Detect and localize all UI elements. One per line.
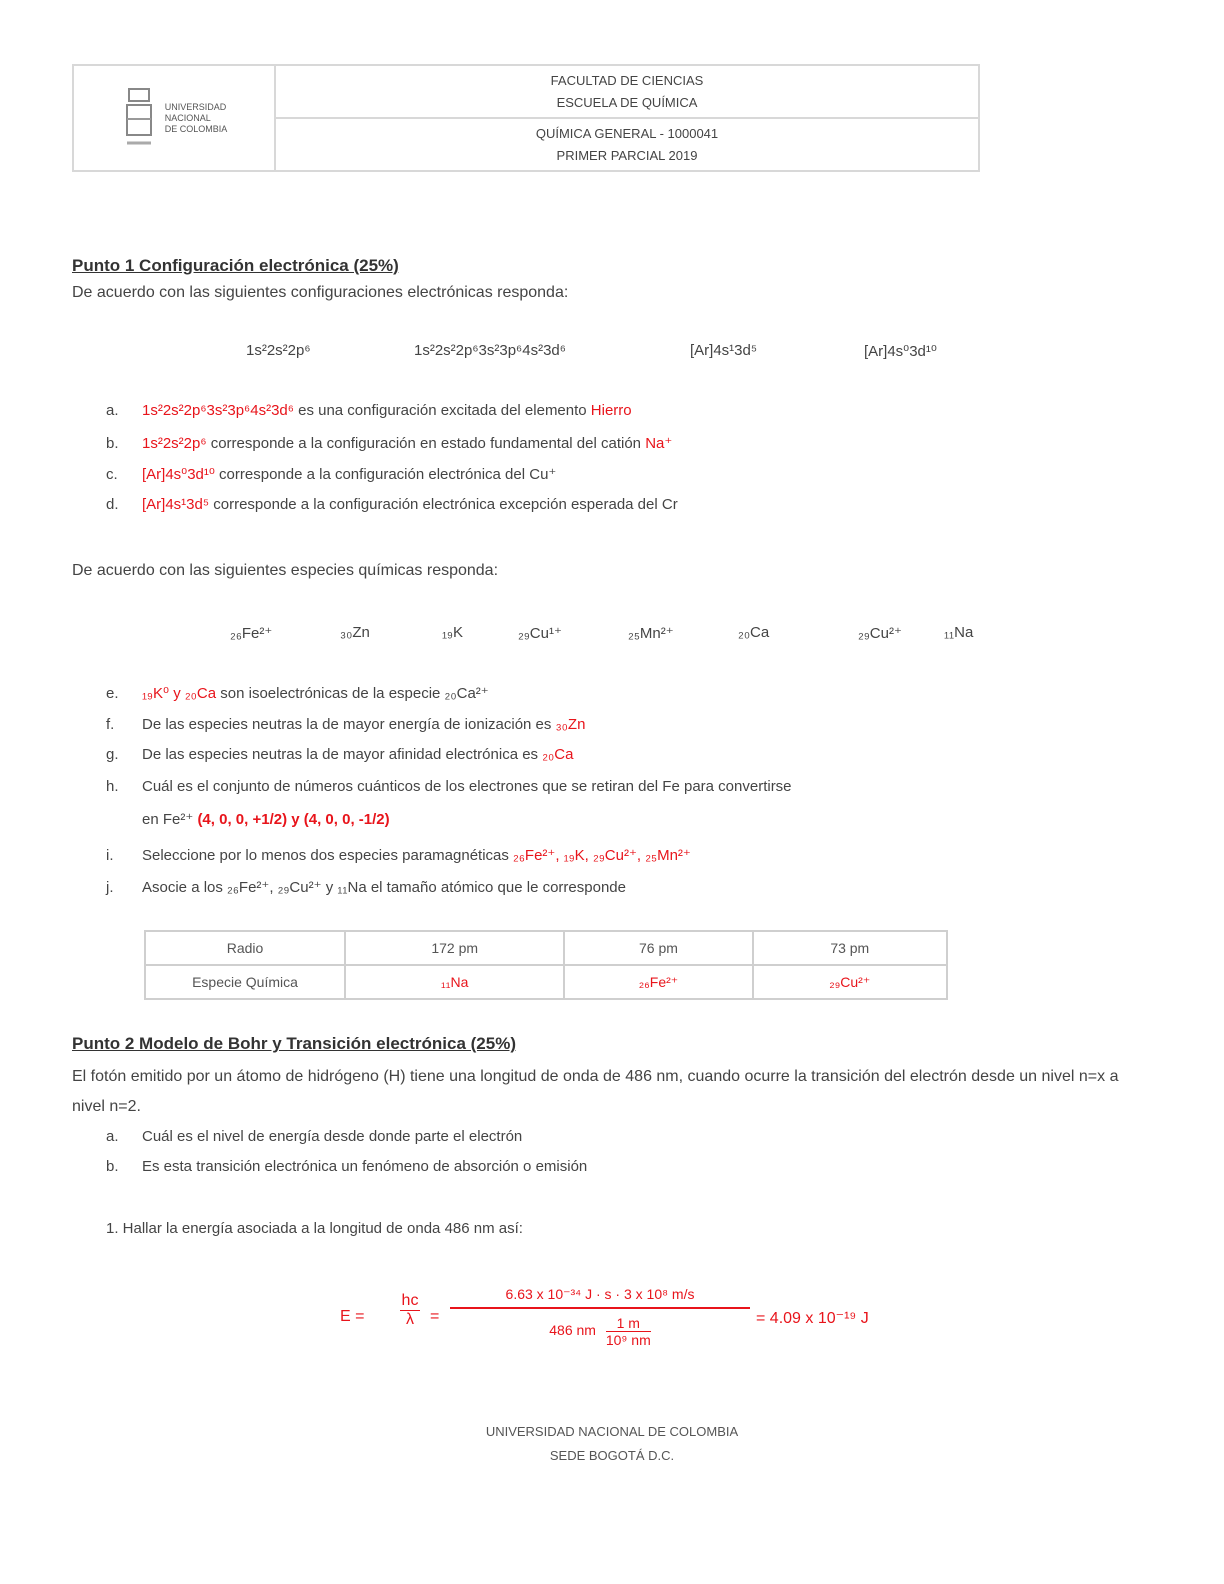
formula-denominator: 486 nm bbox=[549, 1322, 596, 1339]
footer-line: SEDE BOGOTÁ D.C. bbox=[549, 1448, 675, 1463]
faculty-name: FACULTAD DE CIENCIAS bbox=[550, 72, 704, 88]
item-text: en Fe²⁺ bbox=[142, 811, 198, 828]
list-item bbox=[106, 778, 792, 795]
formula-conversion-num: 1 m bbox=[606, 1315, 651, 1332]
item-label: d. bbox=[106, 496, 119, 513]
item-label: c. bbox=[106, 466, 118, 483]
formula-conversion-den: 10⁹ nm bbox=[605, 1332, 651, 1348]
list-item bbox=[106, 878, 626, 896]
university-logo bbox=[74, 66, 276, 170]
table-cell: 73 pm bbox=[753, 931, 947, 965]
answer-text: ₂₀Ca bbox=[542, 746, 574, 763]
config-2: 1s²2s²2p⁶3s²3p⁶4s²3d⁶ bbox=[414, 342, 566, 359]
species-8: ₁₁Na bbox=[944, 624, 974, 641]
item-label: f. bbox=[106, 716, 115, 733]
item-text: corresponde a la configuración electrónica del Cu⁺ bbox=[214, 466, 557, 483]
section-intro: De acuerdo con las siguientes especies químicas responda: bbox=[72, 562, 499, 579]
species-1: ₂₆Fe²⁺ bbox=[230, 625, 273, 642]
answer-text: ₃₀Zn bbox=[555, 716, 586, 733]
species-5: ₂₅Mn²⁺ bbox=[628, 625, 674, 642]
footer-line: UNIVERSIDAD NACIONAL DE COLOMBIA bbox=[485, 1424, 739, 1439]
list-item bbox=[106, 1158, 587, 1175]
section-title: Punto 1 Configuración electrónica (25%) bbox=[72, 256, 399, 275]
formula-numerator: 6.63 x 10⁻³⁴ J · s · 3 x 10⁸ m/s bbox=[450, 1282, 750, 1309]
list-item-continuation bbox=[106, 810, 390, 828]
item-text: es una configuración excitada del elemento bbox=[293, 402, 591, 419]
species-3: ₁₉K bbox=[442, 624, 464, 641]
table-cell: ₂₆Fe²⁺ bbox=[564, 965, 752, 999]
formula-hc: hc bbox=[401, 1292, 419, 1309]
config-3: [Ar]4s¹3d⁵ bbox=[690, 342, 758, 359]
answer-text: [Ar]4s¹3d⁵ bbox=[142, 496, 210, 513]
radius-table bbox=[144, 930, 948, 1000]
answer-text: Hierro bbox=[590, 402, 632, 419]
answer-text: ₁₉K⁰ y ₂₀Ca bbox=[142, 685, 217, 702]
section-intro: El fotón emitido por un átomo de hidrógeno (H) tiene una longitud de onda de 486 nm, cuando ocurre la transición del electrón desde un nivel n=x a nivel n=2. bbox=[72, 1068, 1119, 1115]
item-text: son isoelectrónicas de la especie ₂₀Ca²⁺ bbox=[216, 685, 489, 702]
table-cell: ₁₁Na bbox=[345, 965, 564, 999]
item-text: Asocie a los ₂₆Fe²⁺, ₂₉Cu²⁺ y ₁₁Na el tamaño atómico que le corresponde bbox=[142, 879, 626, 896]
shield-icon bbox=[121, 83, 157, 153]
item-label: a. bbox=[106, 402, 119, 419]
answer-text: 1s²2s²2p⁶3s²3p⁶4s²3d⁶ bbox=[142, 402, 294, 419]
item-label: b. bbox=[106, 435, 119, 452]
item-text: De las especies neutras la de mayor afinidad electrónica es bbox=[142, 746, 543, 763]
list-item bbox=[106, 1128, 522, 1145]
logo-text-line: DE COLOMBIA bbox=[164, 123, 228, 134]
table-row bbox=[145, 931, 947, 965]
table-cell: 172 pm bbox=[345, 931, 564, 965]
section-title: Punto 2 Modelo de Bohr y Transición electrónica (25%) bbox=[72, 1034, 516, 1053]
table-cell: 76 pm bbox=[564, 931, 752, 965]
item-text: Seleccione por lo menos dos especies paramagnéticas bbox=[142, 847, 514, 864]
item-label: b. bbox=[106, 1158, 119, 1175]
energy-formula: E = hc λ = 6.63 x 10⁻³⁴ J · s · 3 x 10⁸ m/s 486 nm $\frac{1 m}{\text{10⁹ nm}}$ = 4.09 x 10⁻¹⁹ J bbox=[340, 1282, 960, 1372]
formula-lhs: E = bbox=[340, 1308, 365, 1325]
answer-text: [Ar]4s⁰3d¹⁰ bbox=[142, 466, 215, 483]
table-cell: ₂₉Cu²⁺ bbox=[753, 965, 947, 999]
config-1: 1s²2s²2p⁶ bbox=[246, 342, 311, 359]
list-item bbox=[106, 846, 691, 864]
formula-result: = 4.09 x 10⁻¹⁹ J bbox=[756, 1310, 869, 1327]
table-row bbox=[145, 965, 947, 999]
document-header bbox=[72, 64, 980, 172]
item-label: e. bbox=[106, 685, 119, 702]
answer-text: ₂₆Fe²⁺, ₁₉K, ₂₉Cu²⁺, ₂₅Mn²⁺ bbox=[513, 847, 691, 864]
list-item bbox=[106, 402, 632, 419]
species-2: ₃₀Zn bbox=[340, 624, 370, 641]
item-label: h. bbox=[106, 778, 119, 795]
config-4: [Ar]4s⁰3d¹⁰ bbox=[864, 343, 937, 360]
item-text: corresponde a la configuración electrónica excepción esperada del Cr bbox=[209, 496, 678, 513]
answer-text: (4, 0, 0, +1/2) y (4, 0, 0, -1/2) bbox=[197, 811, 390, 828]
item-label: g. bbox=[106, 746, 119, 763]
item-text: corresponde a la configuración en estado fundamental del catión bbox=[206, 435, 646, 452]
section-intro: De acuerdo con las siguientes configuraciones electrónicas responda: bbox=[72, 284, 569, 301]
item-text: Cuál es el conjunto de números cuánticos de los electrones que se retiran del Fe para convertirse bbox=[142, 778, 792, 795]
course-name: QUÍMICA GENERAL - 1000041 bbox=[535, 125, 719, 141]
item-text: Es esta transición electrónica un fenómeno de absorción o emisión bbox=[142, 1158, 588, 1175]
item-text: De las especies neutras la de mayor energía de ionización es bbox=[142, 716, 556, 733]
table-cell: Especie Química bbox=[145, 965, 345, 999]
exam-name: PRIMER PARCIAL 2019 bbox=[556, 147, 698, 163]
list-item bbox=[106, 716, 585, 733]
list-item bbox=[106, 684, 489, 702]
item-label: j. bbox=[106, 879, 114, 896]
answer-text: 1s²2s²2p⁶ bbox=[142, 435, 207, 452]
header-cell-bottom bbox=[276, 117, 978, 170]
list-item bbox=[106, 434, 672, 452]
item-label: i. bbox=[106, 847, 114, 864]
item-text: Cuál es el nivel de energía desde donde parte el electrón bbox=[142, 1128, 523, 1145]
logo-text-line: UNIVERSIDAD bbox=[164, 101, 227, 112]
species-7: ₂₉Cu²⁺ bbox=[858, 625, 902, 642]
header-cell-top bbox=[276, 66, 978, 117]
formula-lambda: λ bbox=[406, 1311, 414, 1328]
school-name: ESCUELA DE QUÍMICA bbox=[556, 94, 698, 110]
table-cell: Radio bbox=[145, 931, 345, 965]
species-4: ₂₉Cu¹⁺ bbox=[518, 625, 562, 642]
logo-text-line: NACIONAL bbox=[164, 112, 211, 123]
list-item bbox=[106, 746, 573, 763]
list-item bbox=[106, 496, 678, 513]
answer-text: Na⁺ bbox=[645, 435, 673, 452]
species-6: ₂₀Ca bbox=[738, 624, 770, 641]
item-label: a. bbox=[106, 1128, 119, 1145]
list-item bbox=[106, 465, 556, 483]
answer-step: 1. Hallar la energía asociada a la longitud de onda 486 nm así: bbox=[106, 1220, 523, 1237]
